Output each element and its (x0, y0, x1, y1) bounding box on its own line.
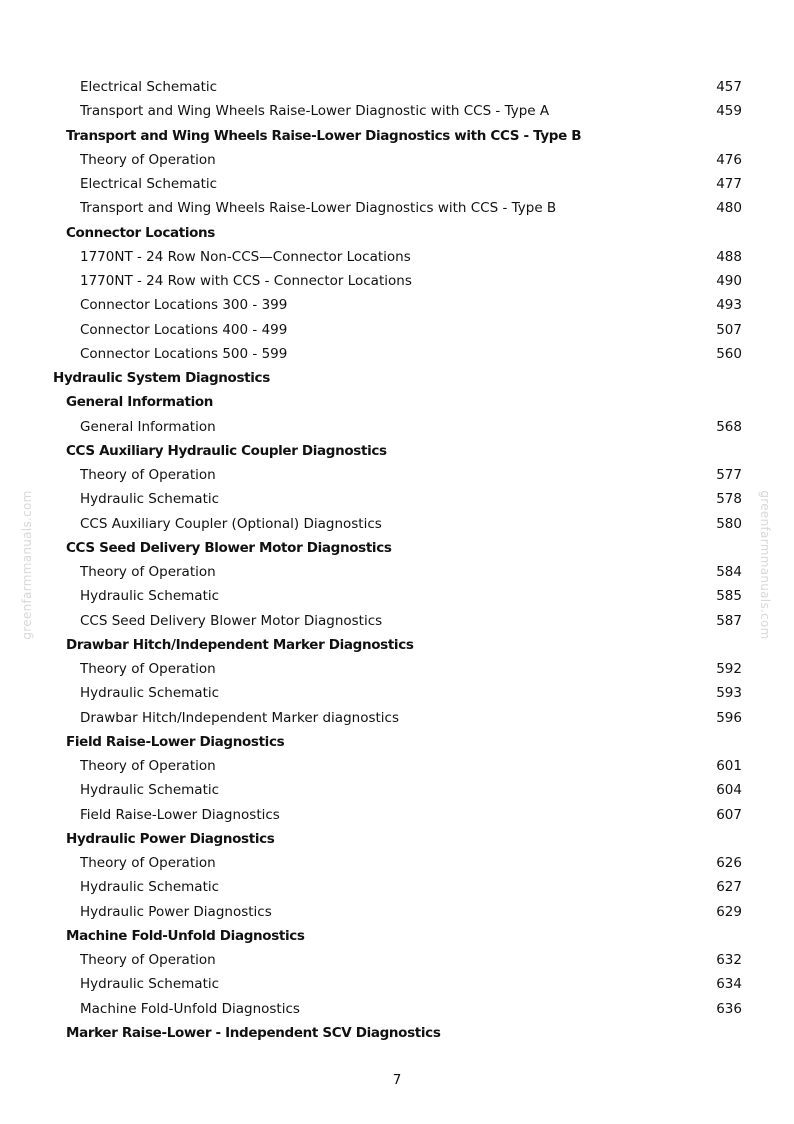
toc-entry-label: Hydraulic Schematic (80, 685, 220, 702)
toc-entry-page-number: 607 (716, 806, 742, 823)
toc-entry-page-number: 459 (716, 103, 742, 120)
toc-entry-label: Drawbar Hitch/Independent Marker diagnostics (80, 709, 399, 726)
toc-entry-page-number: 629 (716, 903, 742, 920)
toc-entry[interactable] (0, 487, 794, 511)
toc-entry[interactable] (0, 148, 794, 172)
toc-entry[interactable] (0, 657, 794, 681)
toc-entry-label: Transport and Wing Wheels Raise-Lower Diagnostics with CCS - Type B (80, 200, 557, 217)
toc-entry-page-number: 596 (716, 709, 742, 726)
toc-entry-label: 1770NT - 24 Row with CCS - Connector Locations (80, 273, 412, 289)
toc-entry-page-number: 604 (716, 782, 742, 799)
toc-entry-label: General Information (80, 418, 216, 435)
toc-entry-label: Theory of Operation (80, 758, 216, 774)
toc-section-heading (0, 536, 794, 560)
toc-entry-label: Hydraulic System Diagnostics (53, 370, 270, 386)
toc-section-heading (0, 439, 794, 463)
toc-entry[interactable] (0, 900, 794, 924)
toc-entry-page-number: 601 (716, 758, 742, 774)
toc-entry[interactable] (0, 754, 794, 778)
toc-entry-page-number: 578 (716, 491, 742, 508)
toc-entry-page-number: 480 (716, 200, 742, 217)
toc-entry-label: Hydraulic Schematic (80, 588, 220, 605)
toc-entry-label: Field Raise-Lower Diagnostics (66, 733, 285, 750)
toc-entry-label: Hydraulic Schematic (80, 782, 220, 799)
toc-entry-label: Hydraulic Power Diagnostics (66, 830, 275, 847)
toc-section-heading (0, 390, 794, 414)
toc-entry-label: Transport and Wing Wheels Raise-Lower Diagnostics with CCS - Type B (66, 127, 582, 144)
watermark-right: greenfarmmanuals.com (758, 490, 772, 640)
toc-entry-label: Electrical Schematic (80, 79, 218, 95)
toc-entry-page-number: 593 (716, 685, 742, 702)
toc-entry-page-number: 627 (716, 879, 742, 896)
toc-entry-label: Connector Locations 400 - 499 (80, 321, 288, 338)
toc-entry[interactable] (0, 463, 794, 487)
toc-entry[interactable] (0, 512, 794, 536)
toc-entry[interactable] (0, 997, 794, 1021)
toc-entry-page-number: 580 (716, 515, 742, 532)
toc-entry[interactable] (0, 681, 794, 705)
toc-entry[interactable] (0, 706, 794, 730)
toc-section-heading (0, 924, 794, 948)
toc-entry-page-number: 476 (716, 151, 742, 168)
toc-entry-page-number: 632 (716, 952, 742, 968)
toc-entry-label: Electrical Schematic (80, 176, 218, 192)
toc-entry-page-number: 585 (716, 588, 742, 605)
toc-entry-label: 1770NT - 24 Row Non-CCS—Connector Locations (80, 248, 411, 265)
toc-entry[interactable] (0, 293, 794, 317)
toc-entry[interactable] (0, 75, 794, 99)
toc-entry-label: CCS Seed Delivery Blower Motor Diagnostics (80, 612, 383, 629)
table-of-contents (0, 75, 794, 1045)
toc-entry-label: Theory of Operation (80, 952, 216, 968)
toc-entry[interactable] (0, 584, 794, 608)
toc-entry[interactable] (0, 99, 794, 123)
page-number: 7 (392, 1072, 402, 1088)
toc-section-heading (0, 366, 794, 390)
toc-entry-page-number: 636 (716, 1000, 742, 1017)
toc-entry[interactable] (0, 851, 794, 875)
toc-entry-label: Machine Fold-Unfold Diagnostics (66, 927, 305, 944)
toc-entry-label: CCS Auxiliary Hydraulic Coupler Diagnostics (66, 442, 387, 459)
watermark-left: greenfarmmanuals.com (20, 490, 34, 640)
toc-entry-label: Hydraulic Schematic (80, 976, 220, 993)
toc-entry-page-number: 477 (716, 176, 742, 192)
toc-section-heading (0, 633, 794, 657)
toc-entry[interactable] (0, 415, 794, 439)
toc-entry-page-number: 488 (716, 248, 742, 265)
toc-entry-page-number: 584 (716, 564, 742, 580)
toc-entry-label: Theory of Operation (80, 661, 216, 677)
toc-entry[interactable] (0, 948, 794, 972)
toc-entry-page-number: 568 (716, 418, 742, 435)
toc-entry[interactable] (0, 972, 794, 996)
toc-entry-label: Hydraulic Power Diagnostics (80, 903, 272, 920)
toc-entry-page-number: 560 (716, 345, 742, 362)
toc-entry[interactable] (0, 609, 794, 633)
toc-entry-label: Connector Locations 300 - 399 (80, 297, 288, 314)
toc-entry-label: Drawbar Hitch/Independent Marker Diagnostics (66, 636, 414, 653)
toc-entry[interactable] (0, 172, 794, 196)
toc-section-heading (0, 730, 794, 754)
toc-entry-label: Marker Raise-Lower - Independent SCV Diagnostics (66, 1024, 441, 1041)
toc-entry-label: Theory of Operation (80, 564, 216, 580)
toc-entry-label: Connector Locations 500 - 599 (80, 345, 288, 362)
toc-entry-page-number: 507 (716, 321, 742, 338)
toc-entry-label: Theory of Operation (80, 151, 216, 168)
toc-entry-label: CCS Auxiliary Coupler (Optional) Diagnostics (80, 515, 382, 532)
toc-section-heading (0, 221, 794, 245)
toc-entry-page-number: 490 (716, 273, 742, 289)
toc-entry-page-number: 592 (716, 661, 742, 677)
toc-entry-page-number: 634 (716, 976, 742, 993)
toc-entry-label: Theory of Operation (80, 855, 216, 871)
toc-entry[interactable] (0, 342, 794, 366)
toc-entry-page-number: 493 (716, 297, 742, 314)
toc-entry-label: CCS Seed Delivery Blower Motor Diagnostics (66, 539, 392, 556)
toc-entry-label: Machine Fold-Unfold Diagnostics (80, 1000, 300, 1017)
toc-section-heading (0, 827, 794, 851)
toc-entry-label: General Information (66, 394, 214, 411)
toc-entry-page-number: 626 (716, 855, 742, 871)
toc-section-heading (0, 124, 794, 148)
toc-entry-label: Theory of Operation (80, 467, 216, 483)
toc-entry-page-number: 457 (716, 79, 742, 95)
toc-entry[interactable] (0, 778, 794, 802)
toc-section-heading (0, 1021, 794, 1045)
toc-entry[interactable] (0, 318, 794, 342)
toc-entry-page-number: 577 (716, 467, 742, 483)
toc-entry-page-number: 587 (716, 612, 742, 629)
toc-entry[interactable] (0, 803, 794, 827)
toc-entry-label: Connector Locations (66, 224, 215, 241)
toc-entry[interactable] (0, 269, 794, 293)
toc-entry-label: Hydraulic Schematic (80, 491, 220, 508)
toc-entry[interactable] (0, 875, 794, 899)
toc-entry-label: Hydraulic Schematic (80, 879, 220, 896)
toc-entry-label: Transport and Wing Wheels Raise-Lower Diagnostic with CCS - Type A (80, 103, 550, 120)
toc-entry[interactable] (0, 560, 794, 584)
toc-entry[interactable] (0, 245, 794, 269)
toc-entry[interactable] (0, 196, 794, 220)
toc-entry-label: Field Raise-Lower Diagnostics (80, 806, 280, 823)
